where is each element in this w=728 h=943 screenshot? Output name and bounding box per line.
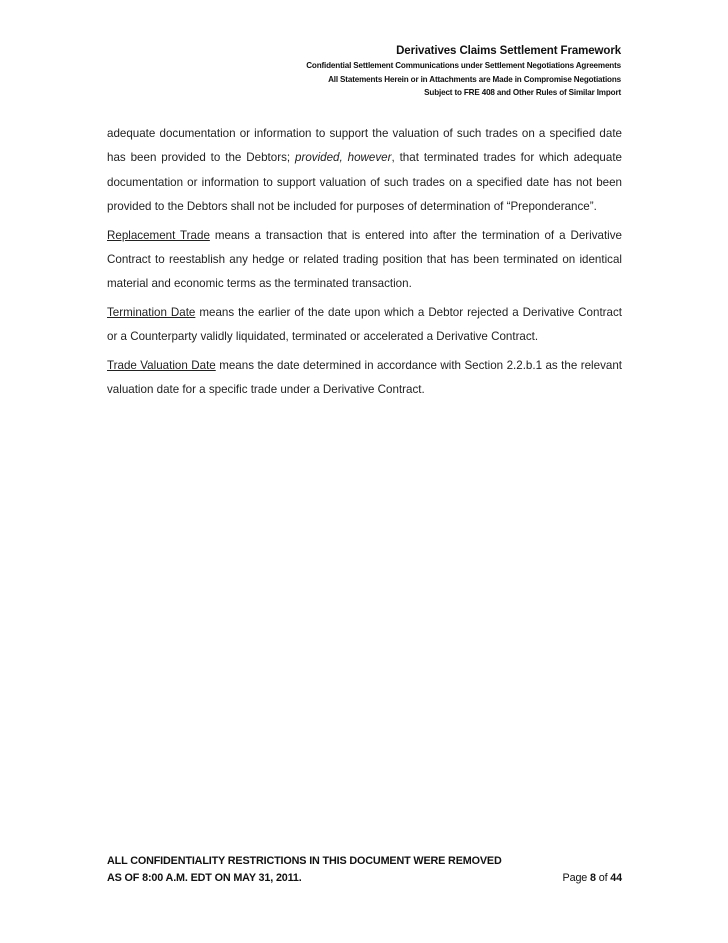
definition-text: means the earlier of the date upon which a Debtor rejected a Derivative Contract or a Counterparty validly liquidated, terminated or accelerated a Derivative Contract. — [107, 305, 622, 344]
defined-term: Termination Date — [107, 305, 196, 319]
document-body — [107, 122, 622, 402]
italic-proviso: provided, however — [295, 151, 392, 165]
footer-date-line: AS OF 8:00 A.M. EDT ON MAY 31, 2011. — [107, 871, 302, 884]
page-header — [306, 43, 621, 100]
paragraph-preponderance — [107, 122, 622, 220]
header-confidential-line: Confidential Settlement Communications under Settlement Negotiations Agreements — [306, 61, 621, 70]
paragraph-text: , that terminated trades for which adequate documentation or information to support valuation of such trades on a specified date has not been provided to the Debtors shall not be included for purposes of determination of “Preponderance”. — [107, 151, 622, 214]
definition-replacement-trade — [107, 224, 622, 297]
header-fre-line: Subject to FRE 408 and Other Rules of Similar Import — [424, 88, 621, 97]
header-compromise-line: All Statements Herein or in Attachments are Made in Compromise Negotiations — [328, 74, 621, 84]
definition-text: means the date determined in accordance with Section 2.2.b.1 as the relevant valuation date for a specific trade under a Derivative Contract. — [107, 358, 622, 397]
definition-text: means a transaction that is entered into after the termination of a Derivative Contract to reestablish any hedge or related trading position that has been terminated on identical material and economic terms as the terminated transaction. — [107, 228, 622, 291]
paragraph-text: adequate documentation or information to support the valuation of such trades on a specified date has been provided to the Debtors; — [107, 127, 622, 165]
page-total: 44 — [610, 871, 622, 884]
page-footer — [107, 853, 622, 886]
definition-termination-date — [107, 301, 622, 350]
page-current: 8 — [590, 871, 596, 884]
page-number — [563, 870, 622, 887]
footer-restrictions-line: ALL CONFIDENTIALITY RESTRICTIONS IN THIS DOCUMENT WERE REMOVED — [107, 855, 502, 867]
page-prefix: Page — [562, 871, 591, 884]
document-title: Derivatives Claims Settlement Framework — [396, 45, 621, 57]
definition-trade-valuation-date — [107, 354, 622, 403]
page-of: of — [595, 871, 611, 884]
defined-term: Replacement Trade — [107, 228, 210, 242]
defined-term: Trade Valuation Date — [107, 358, 216, 372]
